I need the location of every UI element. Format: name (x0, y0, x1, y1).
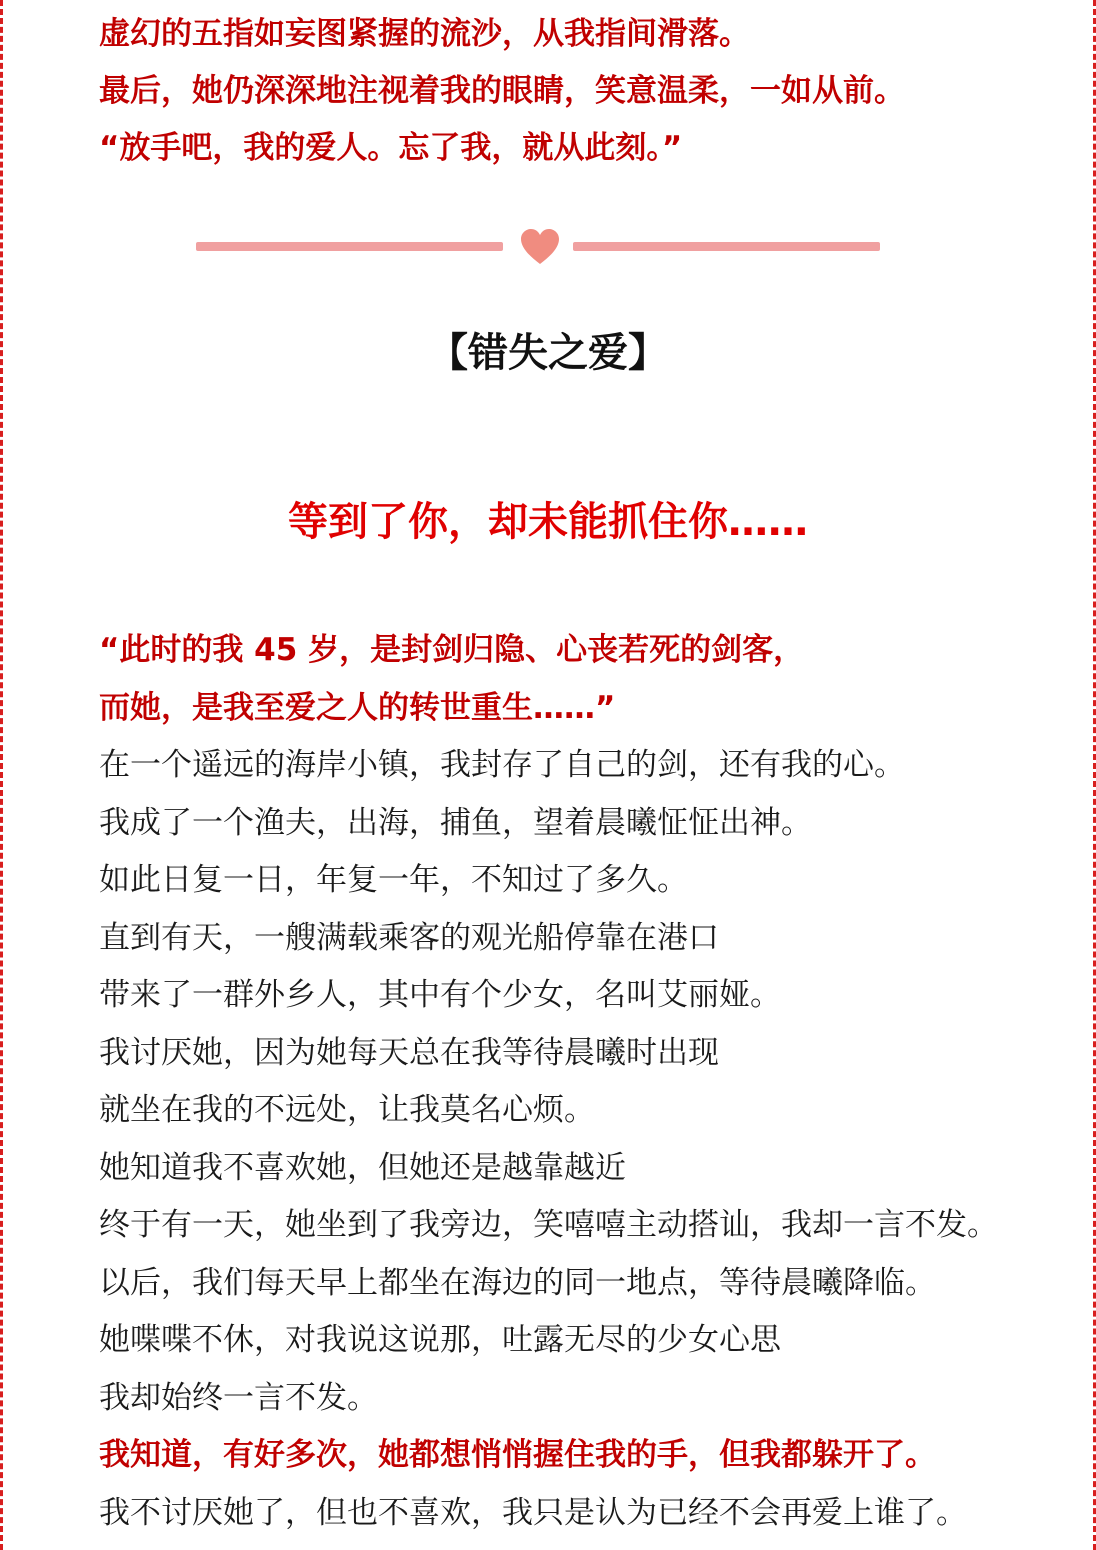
divider-bar-right (573, 242, 880, 251)
heart-icon (520, 228, 560, 266)
story-line: 带来了一群外乡人，其中有个少女，名叫艾丽娅。 (99, 977, 781, 1013)
story-line: 直到有天，一艘满载乘客的观光船停靠在港口 (99, 920, 719, 956)
story-line: 我不讨厌她了，但也不喜欢，我只是认为已经不会再爱上谁了。 (99, 1495, 967, 1531)
divider-bar-left (196, 242, 503, 251)
story-line: 在一个遥远的海岸小镇，我封存了自己的剑，还有我的心。 (99, 747, 905, 783)
intro-line-1: 虚幻的五指如妄图紧握的流沙，从我指间滑落。 (99, 16, 750, 52)
story-line: 我却始终一言不发。 (99, 1380, 378, 1416)
story-line: 以后，我们每天早上都坐在海边的同一地点，等待晨曦降临。 (99, 1265, 936, 1301)
story-line: 我知道，有好多次，她都想悄悄握住我的手，但我都躲开了。 (99, 1437, 936, 1473)
story-line: 我讨厌她，因为她每天总在我等待晨曦时出现 (99, 1035, 719, 1071)
story-line: 如此日复一日，年复一年，不知过了多久。 (99, 862, 688, 898)
story-line: 终于有一天，她坐到了我旁边，笑嘻嘻主动搭讪，我却一言不发。 (99, 1207, 998, 1243)
story-line: 她知道我不喜欢她，但她还是越靠越近 (99, 1150, 626, 1186)
story-line: “此时的我 45 岁，是封剑归隐、心丧若死的剑客， (99, 632, 805, 668)
section-subtitle: 等到了你，却未能抓住你…… (288, 499, 808, 545)
story-line: 我成了一个渔夫，出海，捕鱼，望着晨曦怔怔出神。 (99, 805, 812, 841)
story-line: 而她，是我至爱之人的转世重生……” (99, 690, 616, 726)
section-title: 【错失之爱】 (428, 330, 668, 376)
intro-line-3: “放手吧，我的爱人。忘了我，就从此刻。” (99, 130, 683, 166)
intro-line-2: 最后，她仍深深地注视着我的眼睛，笑意温柔，一如从前。 (99, 73, 905, 109)
heart-divider (196, 226, 880, 266)
story-line: 就坐在我的不远处，让我莫名心烦。 (99, 1092, 595, 1128)
story-line: 她喋喋不休，对我说这说那，吐露无尽的少女心思 (99, 1322, 781, 1358)
